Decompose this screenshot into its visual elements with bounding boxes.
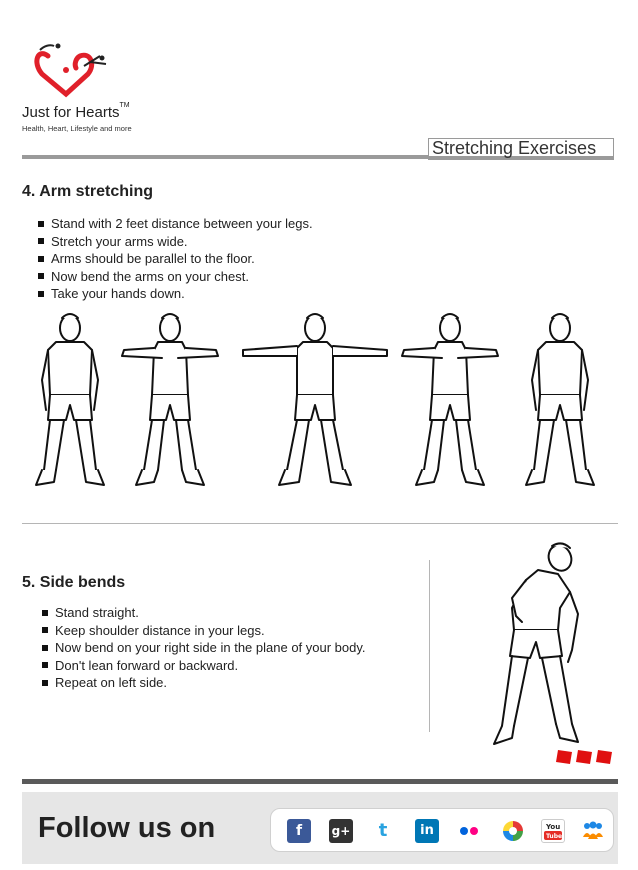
bullet-icon: [42, 610, 48, 616]
follow-us-text: Follow us on: [38, 812, 216, 844]
footer-rule: [22, 779, 618, 784]
list-item: Now bend on your right side in the plane of your body.: [42, 639, 366, 657]
section-divider: [22, 523, 618, 524]
exercise-5-heading: 5. Side bends: [22, 574, 126, 591]
heart-logo: [30, 38, 112, 98]
exercise-4-heading: 4. Arm stretching: [22, 183, 153, 200]
vertical-divider: [429, 560, 430, 732]
youtube-icon[interactable]: [541, 819, 565, 843]
header-rule: [22, 155, 428, 159]
bullet-icon: [38, 221, 44, 227]
exercise-4-steps: [38, 215, 313, 303]
bullet-icon: [42, 645, 48, 651]
list-item: Take your hands down.: [38, 285, 313, 303]
picasa-icon[interactable]: [501, 819, 525, 843]
list-item: Arms should be parallel to the floor.: [38, 250, 313, 268]
figure-arms-down-2: [526, 314, 594, 485]
exercise-5-steps: [42, 604, 366, 692]
list-item: Now bend the arms on your chest.: [38, 268, 313, 286]
flickr-icon[interactable]: [457, 819, 481, 843]
list-item: Stand straight.: [42, 604, 366, 622]
side-bend-figure: [478, 538, 588, 753]
bullet-icon: [38, 273, 44, 279]
linkedin-icon[interactable]: in: [415, 819, 439, 843]
bullet-icon: [38, 238, 44, 244]
section-title: Stretching Exercises: [428, 138, 614, 160]
facebook-icon[interactable]: f: [287, 819, 311, 843]
list-item: Don't lean forward or backward.: [42, 657, 366, 675]
bullet-icon: [38, 291, 44, 297]
list-item: Keep shoulder distance in your legs.: [42, 622, 366, 640]
brand-name: Just for Hearts™: [22, 102, 130, 121]
figure-arms-wide: [243, 314, 387, 485]
trademark-mark: TM: [119, 102, 130, 109]
svg-text:Tube: Tube: [546, 833, 563, 840]
twitter-icon[interactable]: t: [371, 819, 395, 843]
brand-tagline: Health, Heart, Lifestyle and more: [22, 124, 132, 133]
arm-stretching-figures: [30, 310, 610, 500]
figure-arms-down: [36, 314, 104, 485]
list-item: Stand with 2 feet distance between your legs.: [38, 215, 313, 233]
bullet-icon: [42, 680, 48, 686]
svg-text:You: You: [546, 823, 561, 831]
list-item: Repeat on left side.: [42, 674, 366, 692]
bullet-icon: [38, 256, 44, 262]
google-plus-icon[interactable]: g+: [329, 819, 353, 843]
figure-arms-bent-2: [402, 314, 498, 485]
figure-arms-bent: [122, 314, 218, 485]
bullet-icon: [42, 627, 48, 633]
list-item: Stretch your arms wide.: [38, 233, 313, 251]
red-flag-marks: [556, 748, 616, 766]
social-icons-bar: [270, 808, 614, 852]
bullet-icon: [42, 662, 48, 668]
myspace-icon[interactable]: [581, 819, 605, 843]
